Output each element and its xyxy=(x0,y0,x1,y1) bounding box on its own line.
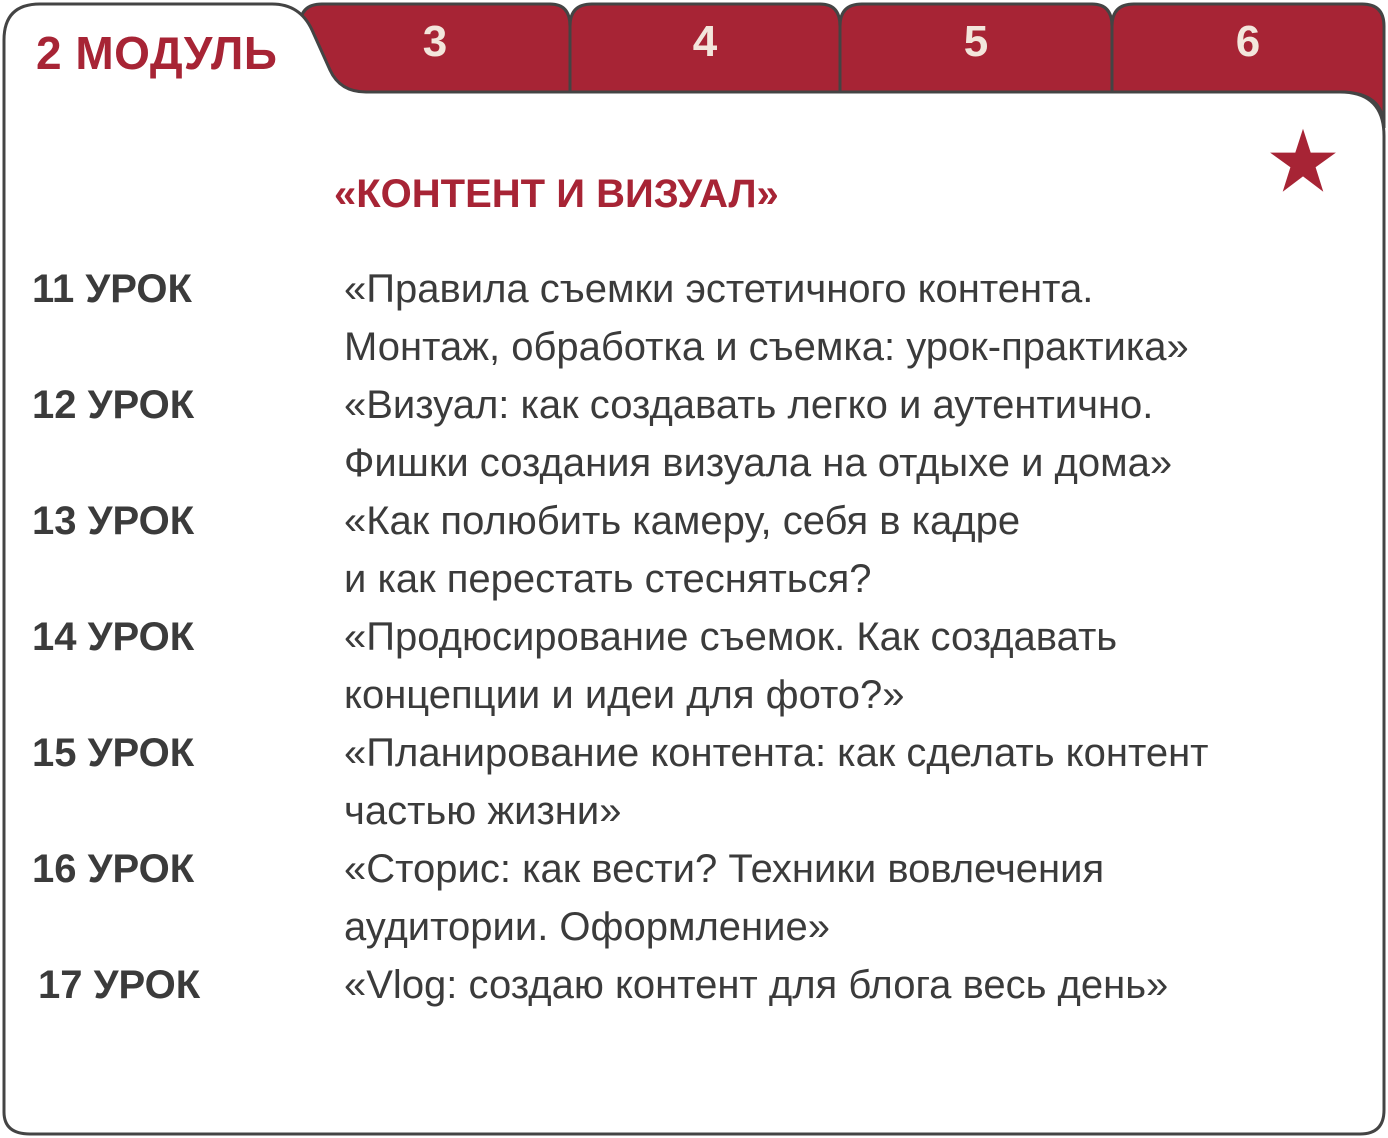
lesson-title-line: «Планирование контента: как сделать контент xyxy=(344,731,1209,775)
lesson-title-line: концепции и идеи для фото?» xyxy=(344,673,905,717)
lesson-title xyxy=(344,492,1354,608)
lesson-number: 14 УРОК xyxy=(32,615,195,659)
lesson-title xyxy=(344,724,1354,840)
lesson-title xyxy=(344,260,1354,376)
lesson-number: 16 УРОК xyxy=(32,847,195,891)
lesson-title xyxy=(344,608,1354,724)
tab-module-2[interactable]: 2 МОДУЛЬ xyxy=(36,27,278,79)
lesson-number: 12 УРОК xyxy=(32,383,195,427)
lesson-row xyxy=(0,608,1388,724)
lesson-title xyxy=(344,376,1354,492)
lesson-title-line: «Продюсирование съемок. Как создавать xyxy=(344,615,1118,659)
lesson-title xyxy=(344,840,1354,956)
lesson-title-line: «Визуал: как создавать легко и аутентично. xyxy=(344,383,1154,427)
tab-3[interactable]: 3 xyxy=(422,17,448,66)
lesson-number: 11 УРОК xyxy=(32,267,192,311)
lesson-row xyxy=(0,840,1388,956)
lesson-title-line: Монтаж, обработка и съемка: урок-практика» xyxy=(344,325,1189,369)
star-icon xyxy=(1268,126,1338,196)
lesson-row xyxy=(0,492,1388,608)
module-title: «КОНТЕНТ И ВИЗУАЛ» xyxy=(334,172,779,216)
lesson-title-line: «Правила съемки эстетичного контента. xyxy=(344,267,1094,311)
lesson-title xyxy=(344,956,1354,1014)
lesson-title-line: «Как полюбить камеру, себя в кадре xyxy=(344,499,1021,543)
lesson-number: 13 УРОК xyxy=(32,499,195,543)
lesson-row xyxy=(0,260,1388,376)
lesson-title-line: Фишки создания визуала на отдыхе и дома» xyxy=(344,441,1173,485)
tab-6[interactable]: 6 xyxy=(1235,17,1261,66)
lesson-title-line: и как перестать стесняться? xyxy=(344,557,872,601)
tab-4[interactable]: 4 xyxy=(692,17,718,66)
tab-5[interactable]: 5 xyxy=(963,17,989,66)
lesson-title-line: аудитории. Оформление» xyxy=(344,905,830,949)
lesson-row xyxy=(0,956,1388,1072)
lesson-title-line: частью жизни» xyxy=(344,789,622,833)
lesson-title-line: «Vlog: создаю контент для блога весь день» xyxy=(344,963,1169,1007)
lesson-number: 17 УРОК xyxy=(38,963,201,1007)
lesson-title-line: «Сторис: как вести? Техники вовлечения xyxy=(344,847,1105,891)
lesson-row xyxy=(0,376,1388,492)
lesson-row xyxy=(0,724,1388,840)
lesson-number: 15 УРОК xyxy=(32,731,195,775)
